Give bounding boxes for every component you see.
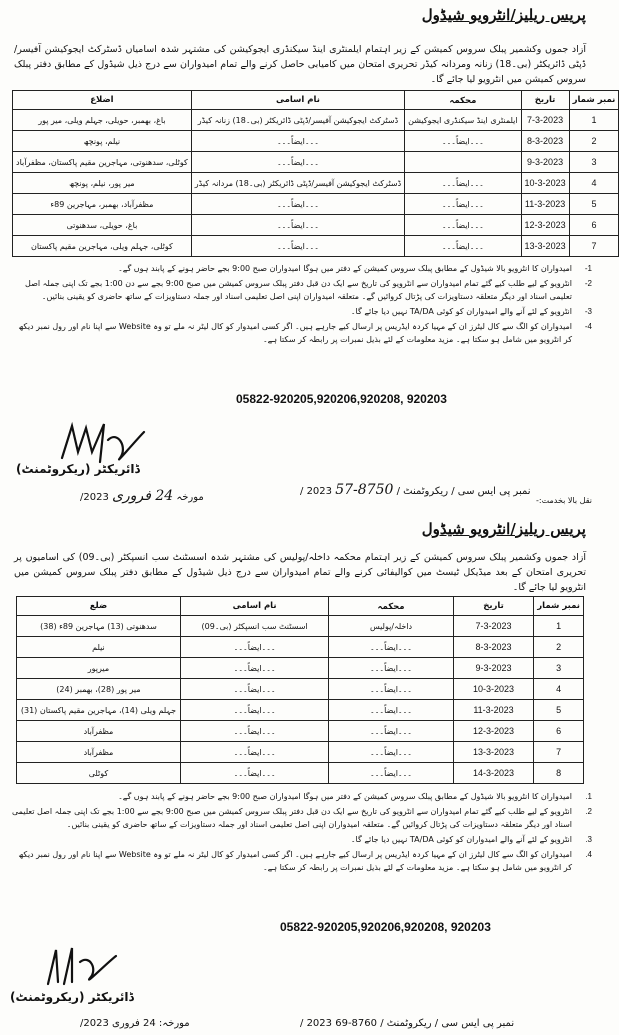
cell-post: ۔۔۔ایضاً۔۔۔ (191, 215, 404, 236)
signature-graphic (58, 418, 148, 468)
cell-post: ۔۔۔ایضاً۔۔۔ (180, 658, 328, 679)
table-header-row (13, 91, 619, 110)
cell-department: ۔۔۔ایضاً۔۔۔ (405, 194, 521, 215)
cell-district: سدھنوتی (13) مہاجرین 89ء (38) (17, 616, 181, 637)
release2-phone-numbers: 05822-920205,920206,920208, 920203 (280, 920, 491, 934)
col-header-date: تاریخ (453, 597, 533, 616)
cell-date: 13-3-2023 (453, 742, 533, 763)
table-row (17, 679, 584, 700)
cell-serial: 4 (569, 173, 619, 194)
cell-date: 11-3-2023 (453, 700, 533, 721)
cell-post: ۔۔۔ایضاً۔۔۔ (180, 742, 328, 763)
cell-serial: 1 (569, 110, 619, 131)
date-value: 24 فروری (112, 1018, 156, 1029)
ref-year: 2023 / (300, 1018, 333, 1029)
note-text: امیدواران کو الگ سے کال لیٹرز ان کے مہیا کردہ ایڈریس پر ارسال کیے جارہے ہیں۔ اگر کسی امیدوار کو کال لیٹر نہ ملے تو وہ Website سے اپنا نام اور رول نمبر دیکھ کر انٹرویو میں شامل ہو سکتا ہے۔ مزید معلومات کے لئے بذیل نمبرات پر رابطہ کر سکتا ہے۔ (18, 322, 572, 344)
table-row (13, 152, 619, 173)
cell-serial: 3 (569, 152, 619, 173)
note-item (8, 262, 592, 275)
cell-serial: 8 (534, 763, 584, 784)
ref-prefix: نمبر پی ایس سی / ریکروٹمنٹ / (380, 1018, 515, 1029)
ref-number: 8750-57 (335, 482, 394, 498)
release2-intro: آزاد جموں وکشمیر پبلک سروس کمیشن کے زیر اہتمام محکمہ داخلہ/پولیس کی مشتہر شدہ اسسٹنٹ سب انسپکٹر (بی۔09) کی اسامیوں پر تحریری امتحان کے بعد میڈیکل ٹیسٹ میں کوالیفائی کرنے والے تمام امیدواران سے درج ذیل شیڈول کے مطابق دفتر پبلک سروس کمیشن میں انٹرویو لیا جائے گا۔ (14, 552, 586, 593)
table-row (17, 721, 584, 742)
note-number: 2. (585, 807, 592, 816)
cell-serial: 2 (569, 131, 619, 152)
note-number: 4. (585, 850, 592, 859)
note-text: انٹرویو کے لیے طلب کیے گئے تمام امیدواران سے انٹرویو کی تاریخ سے ایک دن قبل دفتر پبلک سروس کمیشن میں صبح 9:00 بجے سے 1:00 بجے تک اپنی جملہ اصل تعلیمی اسناد اور دیگر متعلقہ دستاویزات کی پڑتال کروائیں گے۔ متعلقہ امیدواران اپنی اصل تعلیمی اسناد اور جملہ دستاویزات کے ساتھ حاضری کو یقینی بنائیں۔ (12, 807, 572, 829)
cell-serial: 2 (534, 637, 584, 658)
table-row (13, 110, 619, 131)
release2-title: پریس ریلیز/انٹرویو شیڈول (421, 520, 586, 538)
cell-date: 10-3-2023 (453, 679, 533, 700)
cell-post: ۔۔۔ایضاً۔۔۔ (191, 236, 404, 257)
release1-director-title: ڈائریکٹر (ریکروٹمنٹ) (16, 462, 140, 476)
release1-phone-numbers: 05822-920205,920206,920208, 920203 (236, 392, 447, 406)
note-number: 1- (584, 264, 592, 273)
note-number: 3- (584, 307, 592, 316)
table-row (13, 236, 619, 257)
cell-department: ۔۔۔ایضاً۔۔۔ (329, 763, 453, 784)
col-header-post: نام اسامی (180, 597, 328, 616)
cell-date: 10-3-2023 (521, 173, 569, 194)
col-header-department: محکمہ (329, 597, 453, 616)
date-label: مورخہ: (158, 1018, 190, 1029)
cell-department: ۔۔۔ایضاً۔۔۔ (405, 215, 521, 236)
col-header-district: ضلع (17, 597, 181, 616)
cell-serial: 6 (569, 215, 619, 236)
release2-schedule-table (16, 596, 584, 784)
cell-serial: 5 (534, 700, 584, 721)
cell-post: ۔۔۔ایضاً۔۔۔ (180, 721, 328, 742)
table-row (17, 616, 584, 637)
note-item (8, 848, 592, 874)
release1-intro: آزاد جموں وکشمیر پبلک سروس کمیشن کے زیر اہتمام ایلمنٹری اینڈ سیکنڈری ایجوکیشن کی مشتہر شدہ اسامیاں ڈسٹرکٹ ایجوکیشن آفیسر/ڈپٹی ڈائریکٹر (بی۔18) زنانہ ومردانہ کیڈر تحریری امتحان میں کامیابی حاصل کرنے والے تمام امیدواران سے درج ذیل شیڈول کے مطابق دفتر پبلک سروس کمیشن میں انٹرویو لیا جائے گا۔ (14, 44, 586, 85)
note-item (8, 277, 592, 303)
note-item (8, 320, 592, 346)
cell-district: جہلم ویلی (14)، مہاجرین مقیم پاکستان (31) (17, 700, 181, 721)
cell-department: ۔۔۔ایضاً۔۔۔ (329, 700, 453, 721)
release2-date-line (80, 1018, 190, 1029)
cell-district: مظفرآباد، بھمبر، مہاجرین 89ء (13, 194, 192, 215)
cell-serial: 1 (534, 616, 584, 637)
note-text: امیدواران کو الگ سے کال لیٹرز ان کے مہیا کردہ ایڈریس پر ارسال کیے جارہے ہیں۔ اگر کسی امیدوار کو کال لیٹر نہ ملے تو وہ Website سے اپنا نام اور رول نمبر دیکھ کر انٹرویو میں شامل ہو سکتا ہے۔ مزید معلومات کے لئے بذیل نمبرات پر رابطہ کر سکتا ہے۔ (18, 850, 572, 872)
cell-date: 13-3-2023 (521, 236, 569, 257)
note-text: امیدواران کا انٹرویو بالا شیڈول کے مطابق پبلک سروس کمیشن کے دفتر میں ہوگا امیدواران صبح 9:00 بجے حاضر ہونے کے پابند ہوں گے۔ (118, 792, 572, 801)
cell-district: کوٹلی، جہلم ویلی، مہاجرین مقیم پاکستان (13, 236, 192, 257)
col-header-post: نام اسامی (191, 91, 404, 110)
cell-post: ڈسٹرکٹ ایجوکیشن آفیسر/ڈپٹی ڈائریکٹر (بی۔18) زنانہ کیڈر (191, 110, 404, 131)
ref-year: 2023 / (300, 486, 333, 497)
cell-date: 11-3-2023 (521, 194, 569, 215)
cell-district: مظفرآباد (17, 721, 181, 742)
col-header-department: محکمہ (405, 91, 521, 110)
cell-date: 9-3-2023 (521, 152, 569, 173)
cell-department (405, 152, 521, 173)
cell-district: میرپور (17, 658, 181, 679)
cell-district: نیلم، پونچھ (13, 131, 192, 152)
cell-district: نیلم (17, 637, 181, 658)
cell-date: 9-3-2023 (453, 658, 533, 679)
cell-department: ۔۔۔ایضاً۔۔۔ (405, 173, 521, 194)
release1-schedule-table (12, 90, 619, 257)
col-header-date: تاریخ (521, 91, 569, 110)
cell-department: ایلمنٹری اینڈ سیکنڈری ایجوکیشن (405, 110, 521, 131)
col-header-serial: نمبر شمار (534, 597, 584, 616)
cell-date: 12-3-2023 (521, 215, 569, 236)
date-year: 2023/ (80, 1018, 109, 1029)
cell-district: باغ، حویلی، سدھنوتی (13, 215, 192, 236)
cell-post: ۔۔۔ایضاً۔۔۔ (191, 131, 404, 152)
table-row (13, 215, 619, 236)
note-number: 2- (584, 279, 592, 288)
cell-serial: 3 (534, 658, 584, 679)
col-header-district: اضلاع (13, 91, 192, 110)
note-number: 3. (585, 835, 592, 844)
table-row (17, 637, 584, 658)
cell-date: 7-3-2023 (521, 110, 569, 131)
table-row (17, 658, 584, 679)
cell-post: اسسٹنٹ سب انسپکٹر (بی۔09) (180, 616, 328, 637)
cell-department: ۔۔۔ایضاً۔۔۔ (329, 721, 453, 742)
release2-notes (8, 790, 592, 876)
cell-date: 7-3-2023 (453, 616, 533, 637)
cell-post: ۔۔۔ایضاً۔۔۔ (180, 700, 328, 721)
note-item (8, 790, 592, 803)
table-row (13, 131, 619, 152)
cell-post: ڈسٹرکٹ ایجوکیشن آفیسر/ڈپٹی ڈائریکٹر (بی۔18) مردانہ کیڈر (191, 173, 404, 194)
cell-date: 8-3-2023 (521, 131, 569, 152)
cell-serial: 7 (569, 236, 619, 257)
release2-reference-line (300, 1018, 514, 1029)
cell-post: ۔۔۔ایضاً۔۔۔ (180, 679, 328, 700)
cell-department: ۔۔۔ایضاً۔۔۔ (329, 742, 453, 763)
cell-district: کوٹلی (17, 763, 181, 784)
cell-district: مظفرآباد (17, 742, 181, 763)
cell-department: داخلہ/پولیس (329, 616, 453, 637)
release1-notes (8, 262, 592, 348)
table-row (17, 763, 584, 784)
date-year: 2023/ (80, 492, 109, 503)
cell-date: 14-3-2023 (453, 763, 533, 784)
cell-date: 8-3-2023 (453, 637, 533, 658)
cell-serial: 6 (534, 721, 584, 742)
note-number: 4- (584, 322, 592, 331)
release1-date-line (80, 488, 204, 504)
cell-district: میر پور، نیلم، پونچھ (13, 173, 192, 194)
note-number: 1. (585, 792, 592, 801)
cell-department: ۔۔۔ایضاً۔۔۔ (329, 637, 453, 658)
cell-district: کوٹلی، سدھنوتی، مہاجرین مقیم پاکستان، مظفرآباد (13, 152, 192, 173)
signature-graphic (42, 944, 122, 992)
col-header-serial: نمبر شمار (569, 91, 619, 110)
cell-department: ۔۔۔ایضاً۔۔۔ (405, 236, 521, 257)
cell-district: میر پور (28)، بھمبر (24) (17, 679, 181, 700)
cell-post: ۔۔۔ایضاً۔۔۔ (180, 637, 328, 658)
copy-forwarded-label: نقل بالا بخدمت:- (536, 496, 592, 505)
cell-department: ۔۔۔ایضاً۔۔۔ (405, 131, 521, 152)
cell-post: ۔۔۔ایضاً۔۔۔ (191, 194, 404, 215)
cell-serial: 5 (569, 194, 619, 215)
cell-post: ۔۔۔ایضاً۔۔۔ (180, 763, 328, 784)
cell-post: ۔۔۔ایضاً۔۔۔ (191, 152, 404, 173)
note-item (8, 833, 592, 846)
cell-date: 12-3-2023 (453, 721, 533, 742)
release1-reference-line (300, 482, 531, 498)
cell-serial: 7 (534, 742, 584, 763)
date-value: 24 فروری (112, 488, 174, 504)
release2-director-title: ڈائریکٹر (ریکروٹمنٹ) (10, 990, 134, 1004)
cell-department: ۔۔۔ایضاً۔۔۔ (329, 679, 453, 700)
note-text: انٹرویو کے لئے آنے والے امیدواران کو کوئی TA/DA نہیں دیا جائے گا۔ (350, 835, 572, 844)
cell-department: ۔۔۔ایضاً۔۔۔ (329, 658, 453, 679)
note-text: انٹرویو کے لئے آنے والے امیدواران کو کوئی TA/DA نہیں دیا جائے گا۔ (350, 307, 572, 316)
note-text: انٹرویو کے لیے طلب کیے گئے تمام امیدواران سے انٹرویو کی تاریخ سے ایک دن قبل دفتر پبلک سروس کمیشن میں صبح 9:00 بجے سے دن 1:00 بجے تک اپنی جملہ اصل تعلیمی اسناد اور دیگر متعلقہ دستاویزات کی پڑتال کروائیں گے۔ متعلقہ امیدواران اپنی اصل تعلیمی اسناد اور جملہ دستاویزات کے ساتھ حاضری کو یقینی بنائیں۔ (25, 279, 572, 301)
ref-number: 8760-69 (335, 1018, 377, 1029)
note-item (8, 305, 592, 318)
cell-district: باغ، بھمبر، حویلی، جہلم ویلی، میر پور (13, 110, 192, 131)
table-header-row (17, 597, 584, 616)
ref-prefix: نمبر پی ایس سی / ریکروٹمنٹ / (396, 486, 531, 497)
table-row (13, 194, 619, 215)
table-row (17, 742, 584, 763)
date-label: مورخہ (176, 492, 204, 503)
table-row (17, 700, 584, 721)
note-text: امیدواران کا انٹرویو بالا شیڈول کے مطابق پبلک سروس کمیشن کے دفتر میں ہوگا امیدواران صبح 9:00 بجے حاضر ہونے کے پابند ہوں گے۔ (118, 264, 572, 273)
cell-serial: 4 (534, 679, 584, 700)
table-row (13, 173, 619, 194)
release1-title: پریس ریلیز/انٹرویو شیڈول (421, 6, 586, 24)
note-item (8, 805, 592, 831)
